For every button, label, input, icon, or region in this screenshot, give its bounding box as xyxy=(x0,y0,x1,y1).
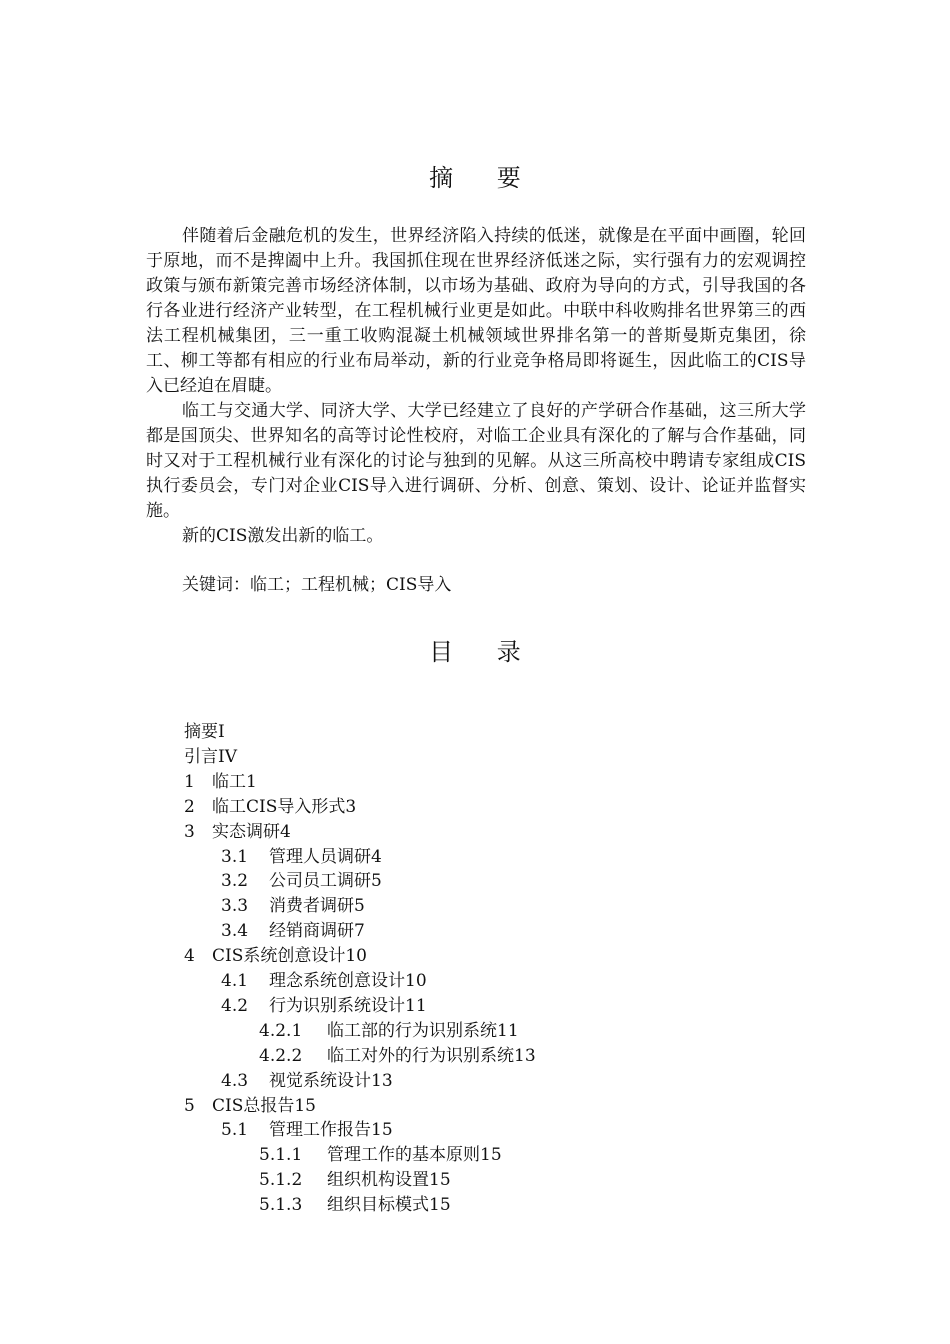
toc-item-label: 管理工作的基本原则15 xyxy=(327,1145,502,1166)
toc-item-number: 5 xyxy=(184,1095,195,1116)
toc-item[interactable] xyxy=(221,1118,393,1143)
toc-item-number: 4 xyxy=(184,946,195,967)
toc-item-label: CIS总报告15 xyxy=(212,1095,317,1116)
toc-item[interactable] xyxy=(259,1168,451,1193)
toc-item[interactable] xyxy=(259,1019,519,1044)
toc-item-label: 管理人员调研4 xyxy=(269,846,382,867)
toc-item-number: 3.3 xyxy=(221,896,249,917)
toc-item[interactable] xyxy=(184,770,257,795)
toc-item-label: 临工CIS导入形式3 xyxy=(212,796,357,817)
toc-item-label: 公司员工调研5 xyxy=(269,871,382,892)
toc-item-number: 4.2 xyxy=(221,995,249,1016)
toc-item-label: 理念系统创意设计10 xyxy=(269,971,427,991)
toc-item-label: 行为识别系统设计11 xyxy=(269,995,427,1016)
toc-item-label: 组织机构设置15 xyxy=(327,1170,451,1191)
toc-item-number: 4.2.1 xyxy=(259,1020,303,1041)
toc-item-label: 实态调研4 xyxy=(212,821,291,842)
toc-item-number: 4.2.2 xyxy=(259,1045,303,1066)
abstract-body xyxy=(146,224,806,549)
abstract-paragraph: 新的CIS激发出新的临工。 xyxy=(182,526,384,546)
toc-item-label: 经销商调研7 xyxy=(269,921,365,942)
abstract-title: 摘 要 xyxy=(429,164,539,192)
toc-item[interactable] xyxy=(221,919,365,944)
toc-item-label: 管理工作报告15 xyxy=(269,1120,393,1141)
toc-title: 目 录 xyxy=(429,638,539,666)
toc-item-label: 引言IV xyxy=(184,746,237,767)
toc-item-label: CIS系统创意设计10 xyxy=(212,946,368,967)
toc-item[interactable] xyxy=(221,894,365,919)
toc-item-number: 5.1 xyxy=(221,1120,249,1141)
toc-item[interactable] xyxy=(184,795,356,820)
toc-item-number: 5.1.3 xyxy=(259,1195,303,1216)
abstract-paragraph: 伴随着后金融危机的发生，世界经济陷入持续的低迷，就像是在平面中画圈，轮回于原地，而不是捭阖中上升。我国抓住现在世界经济低迷之际，实行强有力的宏观调控政策与颁布新策完善市场经济体制，以市场为基础、政府为导向的方式，引导我国的各行各业进行经济产业转型，在工程机械行业更是如此。中联中科收购排名世界第三的西法工程机械集团，三一重工收购混凝土机械领域世界排名第一的普斯曼斯克集团，徐工、柳工等都有相应的行业布局举动，新的行业竞争格局即将诞生，因此临工的CIS导入已经迫在眉睫。 xyxy=(146,226,806,396)
toc-item-number: 1 xyxy=(184,771,195,792)
toc-item-label: 临工部的行为识别系统11 xyxy=(327,1020,519,1041)
toc-item-label: 组织目标模式15 xyxy=(327,1195,451,1216)
toc-item-label: 视觉系统设计13 xyxy=(269,1070,393,1091)
toc-item-label: 摘要I xyxy=(184,722,225,742)
toc-item-label: 消费者调研5 xyxy=(269,896,365,917)
toc-item[interactable] xyxy=(184,820,291,845)
keywords-line: 关键词：临工；工程机械；CIS导入 xyxy=(182,575,452,595)
toc-item[interactable] xyxy=(184,720,225,745)
toc-item[interactable] xyxy=(221,1069,393,1094)
toc-item-number: 5.1.2 xyxy=(259,1170,303,1191)
toc-item-number: 3.1 xyxy=(221,846,249,867)
toc-item[interactable] xyxy=(184,1094,316,1119)
toc-item-number: 4.1 xyxy=(221,971,249,991)
toc-item[interactable] xyxy=(221,869,382,894)
toc-item[interactable] xyxy=(221,845,382,870)
toc-item[interactable] xyxy=(184,745,237,770)
toc-item[interactable] xyxy=(259,1044,536,1069)
toc-item[interactable] xyxy=(259,1193,451,1218)
toc-item-number: 3.4 xyxy=(221,921,249,942)
toc-item-number: 3.2 xyxy=(221,871,249,892)
toc-item-number: 3 xyxy=(184,821,195,842)
toc-item-number: 2 xyxy=(184,796,195,817)
toc-item-number: 5.1.1 xyxy=(259,1145,303,1166)
toc-item[interactable] xyxy=(221,969,427,994)
toc-item-label: 临工对外的行为识别系统13 xyxy=(327,1045,536,1066)
toc-item-number: 4.3 xyxy=(221,1070,249,1091)
toc-item[interactable] xyxy=(184,944,367,969)
toc-item-label: 临工1 xyxy=(212,771,257,792)
abstract-paragraph: 临工与交通大学、同济大学、大学已经建立了良好的产学研合作基础，这三所大学都是国顶尖、世界知名的高等讨论性校府，对临工企业具有深化的了解与合作基础，同时又对于工程机械行业有深化的讨论与独到的见解。从这三所高校中聘请专家组成CIS执行委员会，专门对企业CIS导入进行调研、分析、创意、策划、设计、论证并监督实施。 xyxy=(146,401,806,521)
toc-item[interactable] xyxy=(221,994,427,1019)
toc-item[interactable] xyxy=(259,1143,502,1168)
